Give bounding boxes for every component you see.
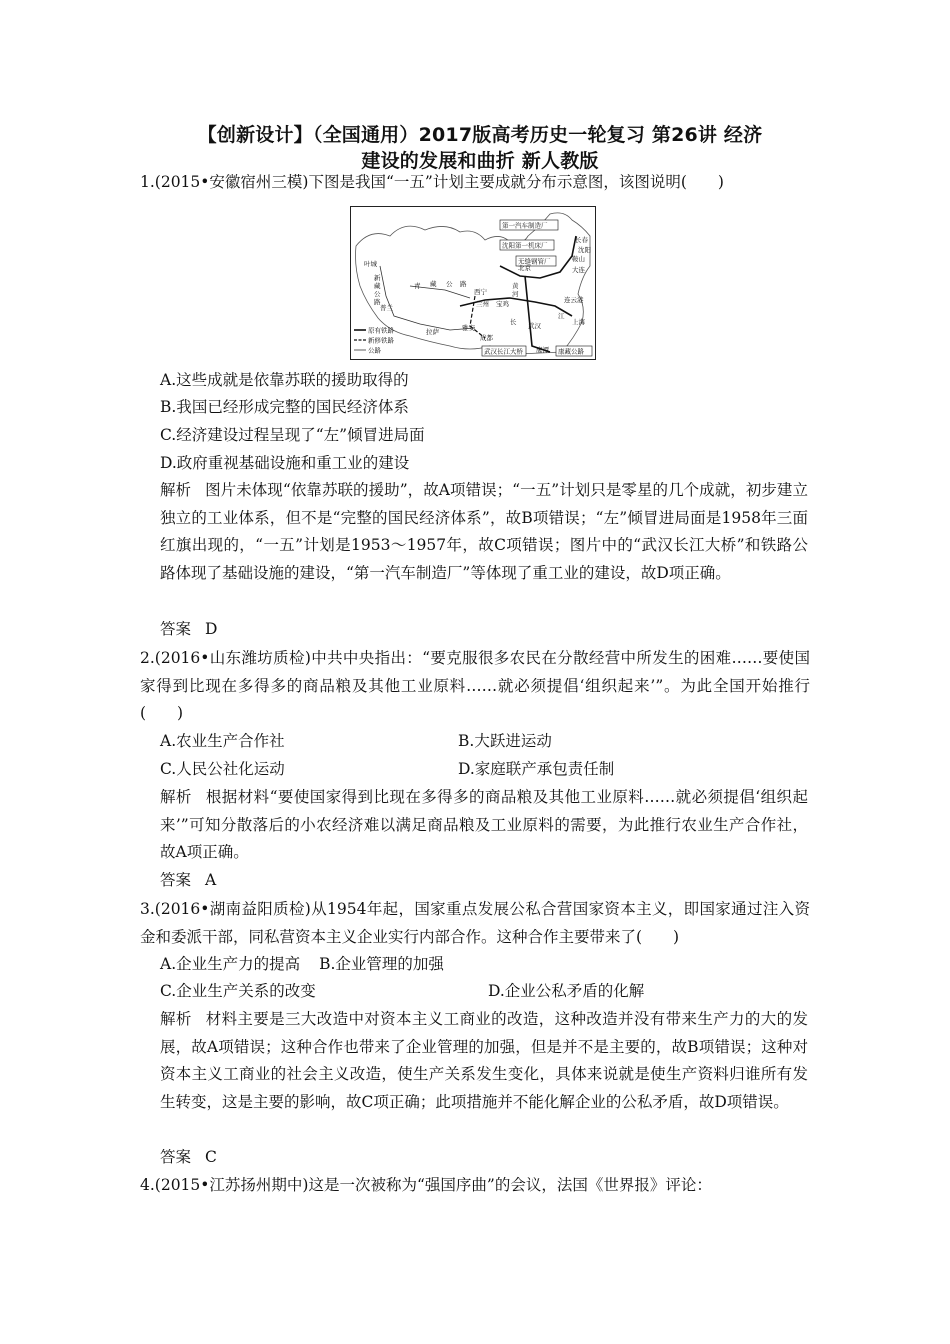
map-label-first-auto-plant: 第一汽车制造厂 [502, 221, 548, 230]
q3-answer [160, 1147, 217, 1167]
map-road-char: 藏 [430, 280, 437, 288]
first-five-year-plan-map [350, 206, 596, 360]
q2-option-b: B.大跃进运动 [458, 732, 552, 750]
title-line-2: 建设的发展和曲折 新人教版 [361, 150, 599, 172]
q3-option-a [160, 954, 444, 974]
document-title [150, 122, 810, 174]
answer-value: C [205, 1148, 217, 1166]
map-legend-existing-rail: 原有铁路 [368, 326, 394, 335]
q1-answer [160, 619, 217, 639]
analysis-label: 解析 [160, 1010, 192, 1028]
answer-value: A [205, 871, 217, 889]
map-place-yaan: 雅安 [462, 324, 475, 332]
analysis-label: 解析 [160, 481, 192, 499]
map-place-dalian: 大连 [572, 266, 585, 274]
q2-option-d: D.家庭联产承包责任制 [458, 760, 615, 778]
map-road-char: 青 [414, 282, 421, 290]
map-place-chengdu: 成都 [480, 334, 493, 342]
map-place-wuhan: 武汉 [528, 322, 541, 330]
map-place-lanzhou: 兰州 [476, 300, 489, 308]
map-road-char: 路 [374, 298, 381, 306]
map-place-lhasa: 拉萨 [426, 328, 439, 336]
answer-label: 答案 [160, 871, 192, 889]
answer-label: 答案 [160, 1148, 192, 1166]
q3-analysis [160, 1006, 808, 1116]
map-label-shenyang-machine-tool: 沈阳第一机床厂 [502, 241, 548, 250]
map-legend-new-rail: 新修铁路 [368, 336, 394, 345]
analysis-label: 解析 [160, 788, 192, 806]
map-river-char: 黄 [512, 282, 519, 290]
map-river-char: 河 [512, 290, 519, 298]
q1-option-d: D.政府重视基础设施和重工业的建设 [160, 454, 410, 472]
q1-analysis [160, 477, 808, 587]
map-legend-road: 公路 [368, 346, 381, 355]
map-label-wuhan-bridge: 武汉长江大桥 [484, 347, 523, 356]
map-river-char: 江 [558, 312, 565, 320]
q2-option-c: C.人民公社化运动 [160, 760, 285, 778]
q3-option-d: D.企业公私矛盾的化解 [488, 982, 645, 1000]
map-place-lianyungang: 连云港 [564, 296, 584, 304]
q3-option-a-text: A.企业生产力的提高 [160, 955, 301, 973]
answer-label: 答案 [160, 620, 192, 638]
map-place-baoji: 宝鸡 [496, 300, 509, 308]
map-road-char: 公 [374, 290, 381, 298]
q3-option-b-text: B.企业管理的加强 [319, 955, 444, 973]
q2-answer [160, 870, 216, 890]
q2-analysis [160, 784, 808, 867]
map-place-yingtan: 鹰潭 [536, 346, 549, 354]
map-river-char: 长 [510, 318, 517, 326]
q1-option-b: B.我国已经形成完整的国民经济体系 [160, 398, 409, 416]
title-line-1: 【创新设计】（全国通用）2017版高考历史一轮复习 第26讲 经济 [197, 124, 763, 146]
map-road-char: 藏 [374, 282, 381, 290]
q1-option-c: C.经济建设过程呈现了“左”倾冒进局面 [160, 426, 425, 444]
map-place-shenyang: 沈阳 [578, 246, 591, 254]
map-place-anshan: 鞍山 [572, 255, 585, 263]
map-label-seamless-tube-plant: 无缝钢管厂 [518, 257, 551, 266]
map-place-xining: 西宁 [474, 288, 487, 296]
analysis-text: 根据材料“要使国家得到比现在多得多的商品粮及其他工业原料……就必须提倡‘组织起来’”可知分散落后的小农经济难以满足商品粮及工业原料的需要，为此推行农业生产合作社，故A项正确。 [160, 788, 808, 861]
analysis-text: 材料主要是三大改造中对资本主义工商业的改造，这种改造并没有带来生产力的大的发展，故A项错误；这种合作也带来了企业管理的加强，但是并不是主要的，故B项错误；这种对资本主义工商业的社会主义改造，使生产关系发生变化，具体来说就是使生产资料归谁所有发生转变，这是主要的影响，故C项正确；此项措施并不能化解企业的公私矛盾，故D项错误。 [160, 1010, 808, 1111]
q3-stem: 3.(2016•湖南益阳质检)从1954年起，国家重点发展公私合营国家资本主义，即国家通过注入资金和委派干部，同私营资本主义企业实行内部合作。这种合作主要带来了( ) [140, 900, 810, 946]
map-place-beijing: 北京 [518, 264, 531, 272]
q2-stem: 2.(2016•山东潍坊质检)中共中央指出：“要克服很多农民在分散经营中所发生的困难……要使国家得到比现在多得多的商品粮及其他工业原料……就必须提倡‘组织起来’”。为此全国开始推行( ) [140, 649, 810, 722]
q1-stem: 1.(2015•安徽宿州三模)下图是我国“一五”计划主要成就分布示意图，该图说明( ) [140, 173, 724, 191]
map-road-char: 公 [446, 280, 453, 288]
map-place-changchun: 长春 [575, 236, 588, 244]
map-place-shanghai: 上海 [572, 318, 585, 326]
map-road-char: 路 [460, 280, 467, 288]
q4-stem: 4.(2015•江苏扬州期中)这是一次被称为“强国序曲”的会议，法国《世界报》评论： [140, 1176, 712, 1194]
q2-option-a: A.农业生产合作社 [160, 732, 285, 750]
answer-value: D [205, 620, 218, 638]
map-road-char: 新 [374, 274, 381, 282]
map-label-kangzang-road: 康藏公路 [558, 347, 584, 356]
q1-option-a: A.这些成就是依靠苏联的援助取得的 [160, 371, 409, 389]
map-place-pulan: 普兰 [380, 304, 393, 312]
map-place-yecheng: 叶城 [364, 260, 377, 268]
analysis-text: 图片未体现“依靠苏联的援助”，故A项错误；“一五”计划只是零星的几个成就，初步建立独立的工业体系，但不是“完整的国民经济体系”，故B项错误；“左”倾冒进局面是1958年三面红旗出现的，“一五”计划是1953～1957年，故C项错误；图片中的“武汉长江大桥”和铁路公路体现了基础设施的建设，“第一汽车制造厂”等体现了重工业的建设，故D项正确。 [160, 481, 808, 582]
q3-option-c: C.企业生产关系的改变 [160, 982, 316, 1000]
